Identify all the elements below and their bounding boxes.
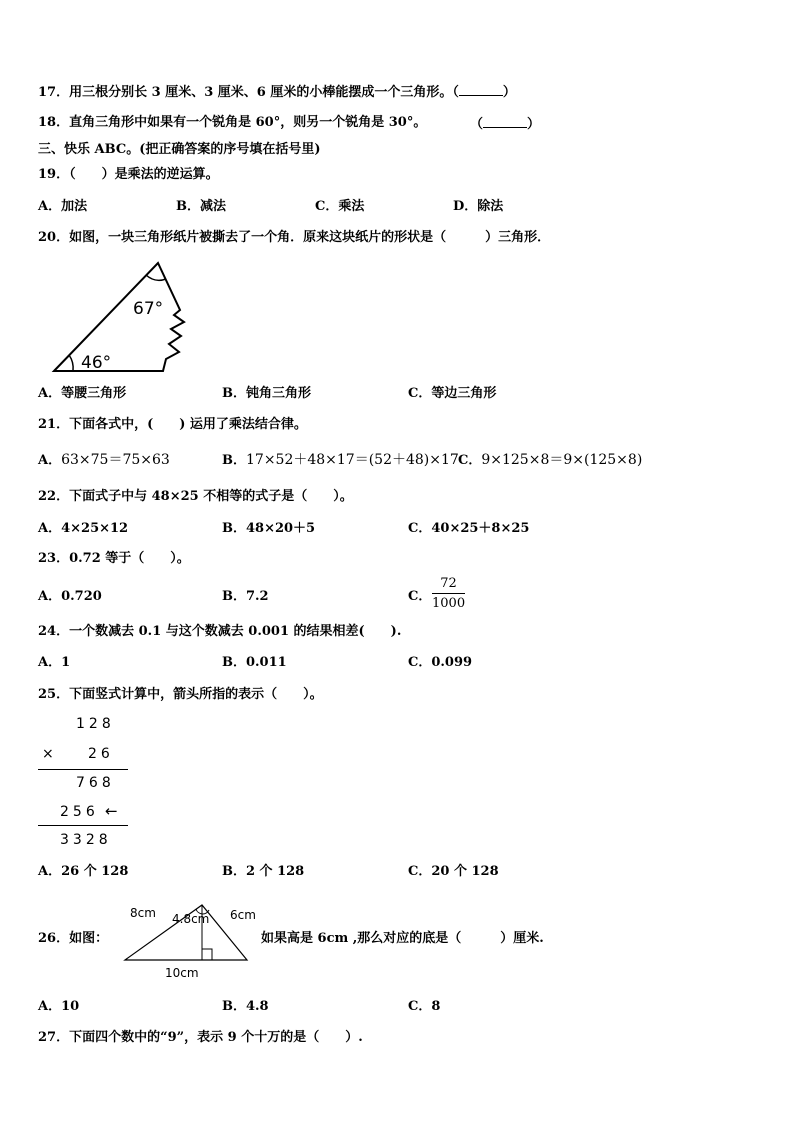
option-21-c-label: C．	[458, 453, 482, 468]
base-label-10cm: 10cm	[165, 966, 199, 980]
answer-blank-18[interactable]	[483, 115, 527, 128]
option-21-b[interactable]	[222, 452, 459, 469]
question-24-text: 24．一个数减去 0.1 与这个数减去 0.001 的结果相差( ).	[38, 624, 402, 639]
option-21-c-expr: 9×125×8＝9×(125×8)	[481, 452, 643, 468]
vertical-calc-row2: 26	[88, 746, 114, 762]
question-26-text: 如果高是 6cm ,那么对应的底是（ ）厘米.	[261, 931, 544, 946]
fraction-denominator: 1000	[432, 596, 466, 611]
option-21-a[interactable]	[38, 452, 170, 469]
angle-arc-left	[69, 355, 73, 371]
option-25-a[interactable]: A．26 个 128	[38, 864, 129, 879]
vertical-calc-row3: 768	[76, 775, 115, 791]
option-21-b-label: B．	[222, 453, 246, 468]
question-20-text: 20．如图，一块三角形纸片被撕去了一个角．原来这块纸片的形状是（ ）三角形．	[38, 230, 551, 245]
option-20-b[interactable]: B．钝角三角形	[222, 386, 311, 401]
angle-label-67: 67°	[133, 299, 164, 319]
question-26-label: 26．如图：	[38, 931, 109, 946]
option-23-c[interactable]: C．	[408, 589, 432, 604]
vertical-calc-row4: 256	[60, 804, 99, 820]
option-21-a-label: A．	[38, 453, 62, 468]
option-19-c[interactable]: C．乘法	[315, 199, 365, 214]
question-19-text: 19．（ ）是乘法的逆运算。	[38, 167, 219, 182]
question-18-text: 18．直角三角形中如果有一个锐角是 60°，则另一个锐角是 30°。	[38, 115, 427, 130]
vertical-calc-rule-1	[38, 769, 128, 770]
option-24-b[interactable]: B．0.011	[222, 655, 287, 670]
question-18	[38, 115, 426, 131]
option-25-c[interactable]: C．20 个 128	[408, 864, 499, 879]
option-19-d[interactable]: D．除法	[453, 199, 504, 214]
question-21-text: 21．下面各式中，( ) 运用了乘法结合律。	[38, 417, 307, 432]
question-18-close: ）	[527, 117, 541, 132]
option-21-a-expr: 63×75＝75×63	[61, 452, 170, 468]
option-22-a[interactable]: A．4×25×12	[38, 521, 129, 536]
question-23-text: 23．0.72 等于（ ）。	[38, 551, 190, 566]
question-18-answer	[470, 115, 540, 133]
option-23-b[interactable]: B．7.2	[222, 589, 269, 604]
question-17-text: 17．用三根分别长 3 厘米、3 厘米、6 厘米的小棒能摆成一个三角形。（	[38, 85, 459, 100]
option-24-a[interactable]: A．1	[38, 655, 71, 670]
right-triangle-figure	[120, 897, 270, 987]
question-22-text: 22．下面式子中与 48×25 不相等的式子是（ ）。	[38, 489, 353, 504]
question-27-text: 27．下面四个数中的“9”，表示 9 个十万的是（ ）.	[38, 1030, 363, 1045]
question-17	[38, 83, 516, 101]
option-21-b-expr: 17×52＋48×17＝(52＋48)×17	[246, 452, 459, 468]
option-20-c[interactable]: C．等边三角形	[408, 386, 497, 401]
option-26-c[interactable]: C．8	[408, 999, 441, 1014]
vertical-calc-row1: 128	[76, 716, 115, 732]
vertical-calc-row5: 3328	[60, 832, 112, 848]
question-18-open: （	[470, 117, 484, 132]
question-25-text: 25．下面竖式计算中，箭头所指的表示（ ）。	[38, 687, 323, 702]
section-heading-3: 三、快乐 ABC。(把正确答案的序号填在括号里)	[38, 142, 321, 157]
option-22-b[interactable]: B．48×20＋5	[222, 521, 316, 536]
option-22-c[interactable]: C．40×25＋8×25	[408, 521, 530, 536]
arrow-left-icon: ←	[105, 802, 122, 820]
option-26-a[interactable]: A．10	[38, 999, 80, 1014]
side-label-8cm: 8cm	[130, 906, 156, 920]
vertical-calc-rule-2	[38, 825, 128, 826]
fraction-numerator: 72	[432, 576, 465, 594]
question-17-close: ）	[502, 85, 516, 100]
option-19-b[interactable]: B．减法	[176, 199, 226, 214]
option-25-b[interactable]: B．2 个 128	[222, 864, 305, 879]
fraction-72-over-1000	[432, 576, 465, 611]
option-19-a[interactable]: A．加法	[38, 199, 88, 214]
option-20-a[interactable]: A．等腰三角形	[38, 386, 127, 401]
vertical-calc-times-sign: ×	[42, 746, 58, 762]
option-23-a[interactable]: A．0.720	[38, 589, 102, 604]
height-label-4-8cm: 4.8cm	[172, 912, 210, 926]
height-right-angle-mark	[202, 949, 212, 960]
option-24-c[interactable]: C．0.099	[408, 655, 473, 670]
option-26-b[interactable]: B．4.8	[222, 999, 269, 1014]
angle-label-46: 46°	[81, 353, 112, 373]
torn-triangle-figure	[50, 260, 190, 375]
option-21-c[interactable]	[458, 452, 642, 469]
side-label-6cm: 6cm	[230, 908, 256, 922]
answer-blank-17[interactable]	[459, 83, 503, 96]
